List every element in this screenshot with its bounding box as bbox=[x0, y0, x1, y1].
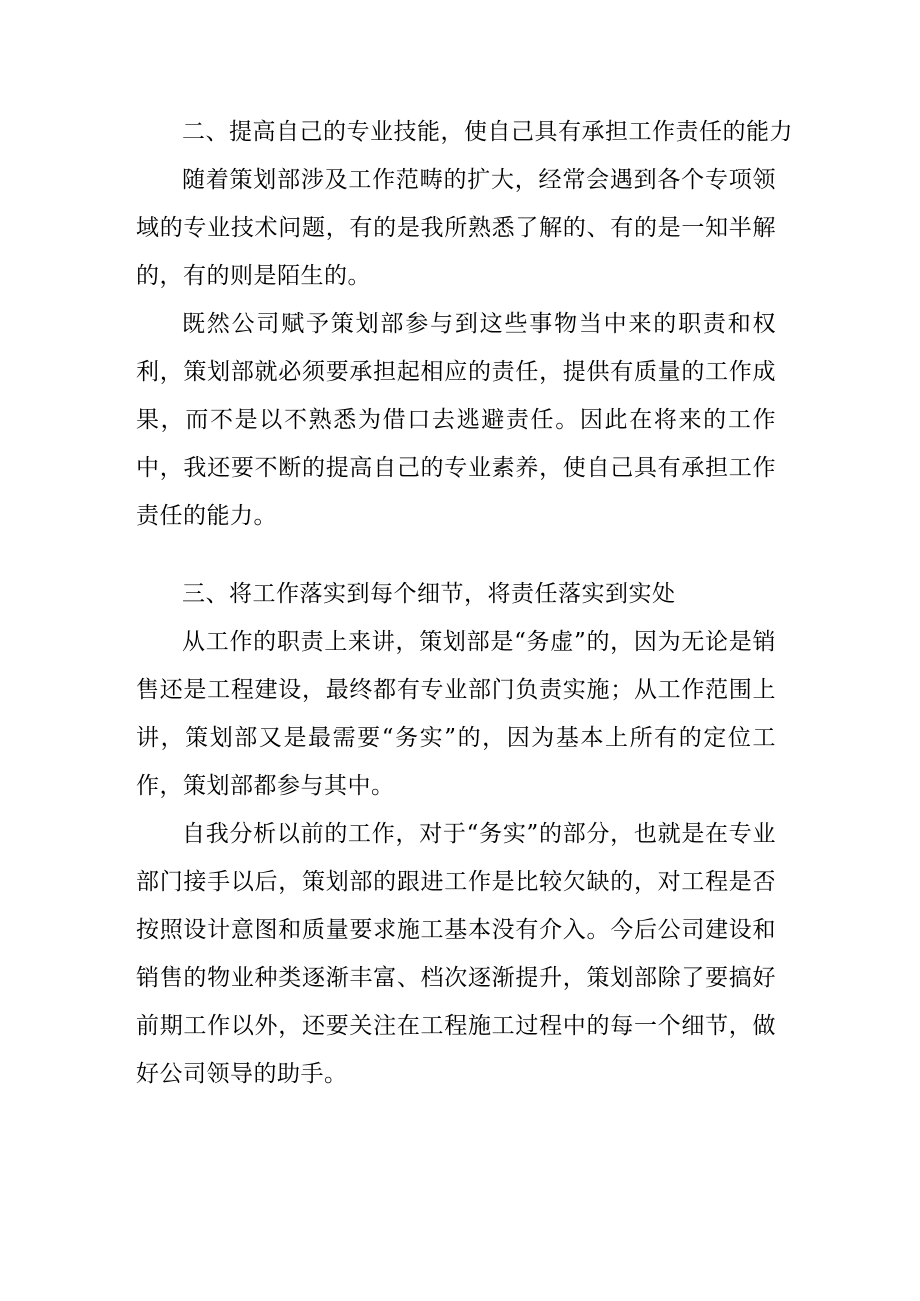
document-body bbox=[136, 108, 793, 1098]
body-paragraph: 既然公司赋予策划部参与到这些事物当中来的职责和权利，策划部就必须要承担起相应的责任，提供有质量的工作成果，而不是以不熟悉为借口去逃避责任。因此在将来的工作中，我还要不断的提高自己的专业素养，使自己具有承担工作责任的能力。 bbox=[136, 311, 776, 529]
body-paragraph: 从工作的职责上来讲，策划部是“务虚”的，因为无论是销售还是工程建设，最终都有专业部门负责实施；从工作范围上讲，策划部又是最需要“务实”的，因为基本上所有的定位工作，策划部都参与其中。 bbox=[136, 629, 776, 799]
section-implementation-details bbox=[136, 570, 776, 1098]
body-paragraph: 自我分析以前的工作，对于“务实”的部分，也就是在专业部门接手以后，策划部的跟进工作是比较欠缺的，对工程是否按照设计意图和质量要求施工基本没有介入。今后公司建设和销售的物业种类逐渐丰富、档次逐渐提升，策划部除了要搞好前期工作以外，还要关注在工程施工过程中的每一个细节，做好公司领导的助手。 bbox=[136, 821, 776, 1087]
section-professional-skills bbox=[136, 108, 793, 540]
section-heading: 三、将工作落实到每个细节，将责任落实到实处 bbox=[182, 581, 676, 607]
section-spacer bbox=[136, 540, 776, 570]
section-heading: 二、提高自己的专业技能，使自己具有承担工作责任的能力 bbox=[182, 119, 793, 145]
body-paragraph: 随着策划部涉及工作范畴的扩大，经常会遇到各个专项领域的专业技术问题，有的是我所熟悉了解的、有的是一知半解的，有的则是陌生的。 bbox=[136, 167, 776, 289]
